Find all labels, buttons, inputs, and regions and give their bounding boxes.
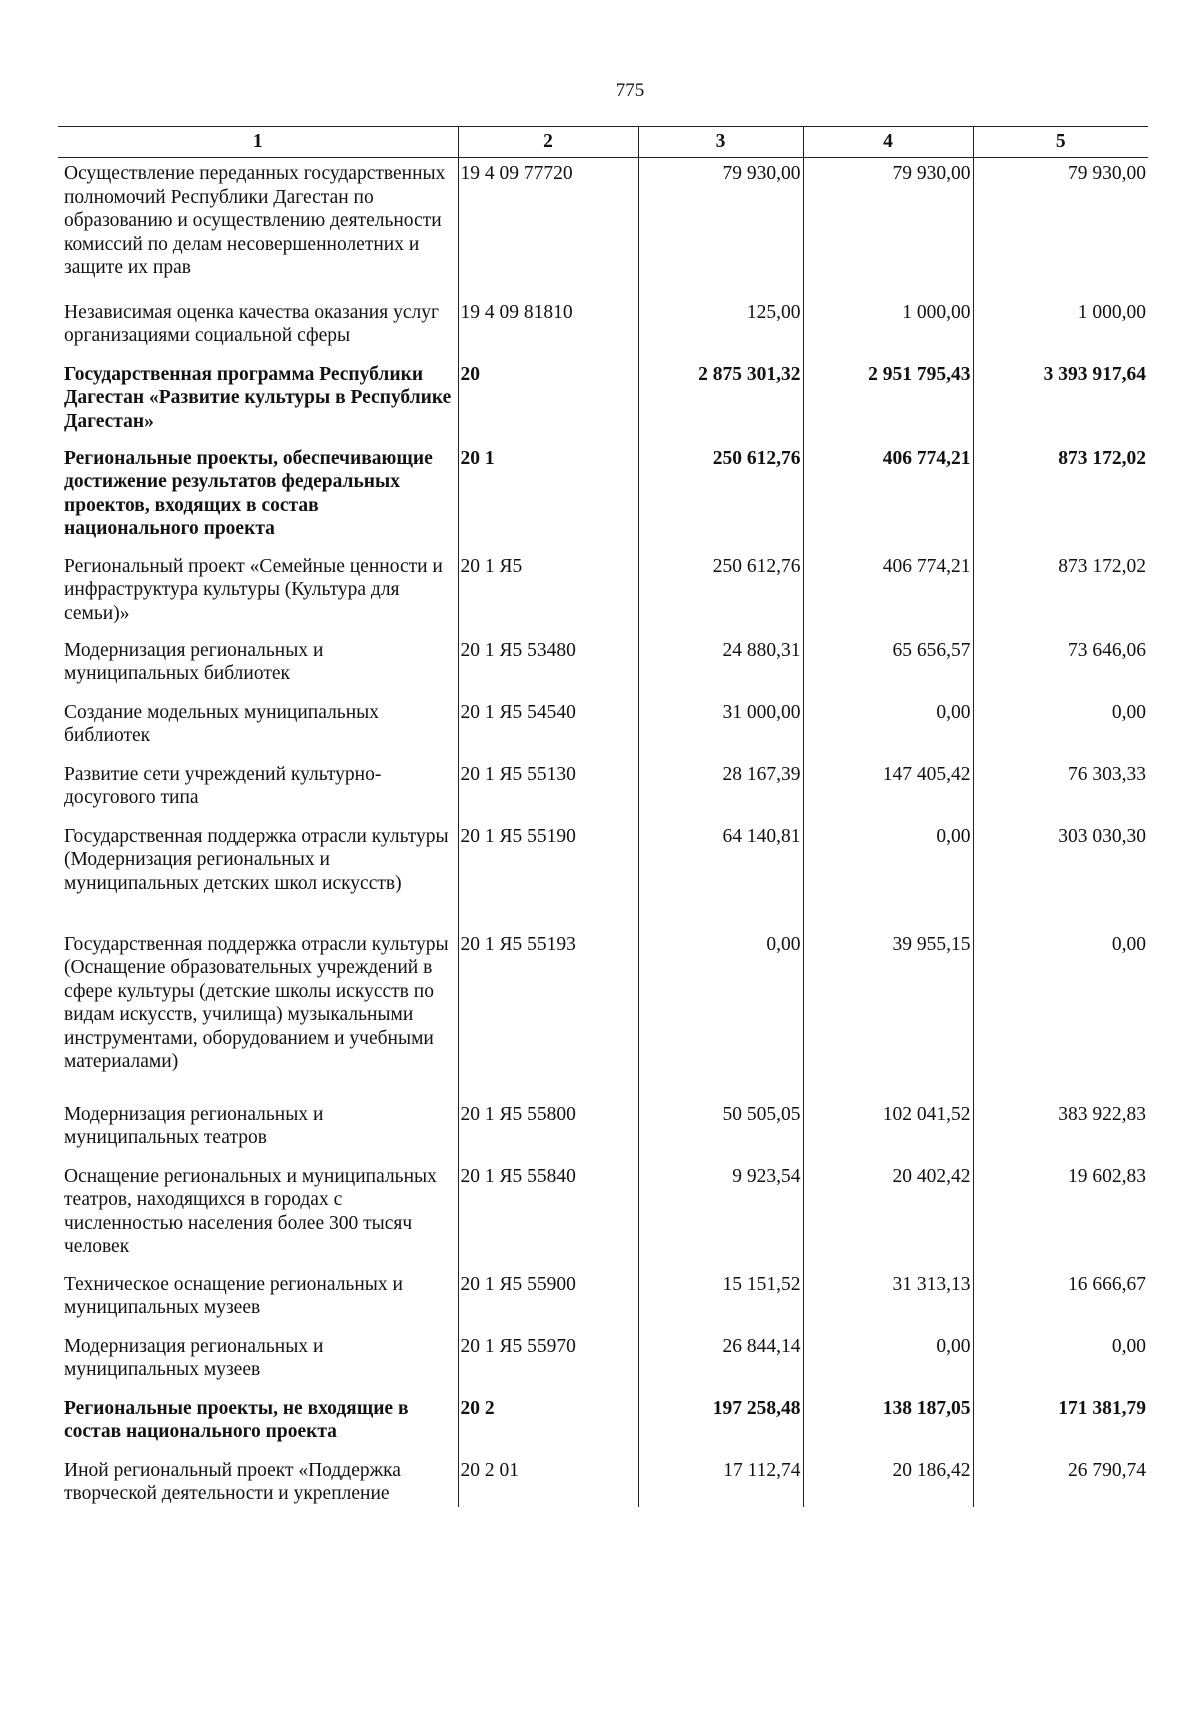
row-value-col3: 0,00 <box>638 925 803 1095</box>
row-name: Осуществление переданных государственных полномочий Республики Дагестан по образованию и осуществлению деятельности комиссий по делам несовершеннолетних и защите их прав <box>64 163 446 278</box>
table-row <box>58 547 1148 631</box>
row-code: 20 <box>458 355 638 439</box>
table-row <box>58 755 1148 817</box>
page-number: 775 <box>615 80 645 101</box>
row-name: Государственная поддержка отрасли культуры (Модернизация региональных и муниципальных детских школ искусств) <box>64 825 449 894</box>
table-row <box>58 1451 1148 1507</box>
row-value-col4: 102 041,52 <box>803 1095 973 1157</box>
row-value-col5: 0,00 <box>973 925 1148 1095</box>
row-code: 20 1 Я5 55900 <box>458 1265 638 1327</box>
table-row <box>58 439 1148 547</box>
row-code: 20 1 Я5 55800 <box>458 1095 638 1157</box>
row-name: Независимая оценка качества оказания услуг организациями социальной сферы <box>64 301 439 346</box>
row-value-col5: 16 666,67 <box>973 1265 1148 1327</box>
row-code: 20 2 01 <box>458 1451 638 1507</box>
row-value-col4: 79 930,00 <box>803 158 973 293</box>
row-code: 20 2 <box>458 1389 638 1451</box>
row-value-col3: 250 612,76 <box>638 547 803 631</box>
row-name: Иной региональный проект «Поддержка творческой деятельности и укрепление <box>64 1459 401 1504</box>
row-code: 20 1 Я5 53480 <box>458 631 638 693</box>
table-row <box>58 1389 1148 1451</box>
row-name: Государственная поддержка отрасли культуры (Оснащение образовательных учреждений в сфере культуры (детские школы искусств по видам искусств, училища) музыкальными инструментами, оборудованием и учебными материалами) <box>64 933 449 1072</box>
column-header-2: 2 <box>458 127 638 158</box>
row-name: Модернизация региональных и муниципальных библиотек <box>64 639 324 684</box>
row-name: Развитие сети учреждений культурно-досугового типа <box>64 763 382 808</box>
row-value-col4: 0,00 <box>803 1327 973 1389</box>
row-value-col5: 383 922,83 <box>973 1095 1148 1157</box>
row-value-col4: 31 313,13 <box>803 1265 973 1327</box>
row-value-col4: 1 000,00 <box>803 293 973 355</box>
row-value-col5: 303 030,30 <box>973 817 1148 925</box>
row-value-col5: 873 172,02 <box>973 547 1148 631</box>
table-row <box>58 293 1148 355</box>
row-name: Модернизация региональных и муниципальных театров <box>64 1103 324 1148</box>
row-value-col4: 65 656,57 <box>803 631 973 693</box>
row-value-col4: 406 774,21 <box>803 439 973 547</box>
row-value-col3: 15 151,52 <box>638 1265 803 1327</box>
row-value-col3: 2 875 301,32 <box>638 355 803 439</box>
row-name: Создание модельных муниципальных библиотек <box>64 701 379 746</box>
row-code: 20 1 Я5 55193 <box>458 925 638 1095</box>
row-value-col5: 0,00 <box>973 1327 1148 1389</box>
table-row <box>58 925 1148 1095</box>
budget-table-container <box>58 126 1148 1507</box>
row-value-col5: 171 381,79 <box>973 1389 1148 1451</box>
row-value-col3: 250 612,76 <box>638 439 803 547</box>
row-name: Государственная программа Республики Дагестан «Развитие культуры в Республике Дагестан» <box>64 363 452 432</box>
row-value-col4: 20 402,42 <box>803 1157 973 1265</box>
table-row <box>58 817 1148 925</box>
row-value-col3: 197 258,48 <box>638 1389 803 1451</box>
row-name: Оснащение региональных и муниципальных театров, находящихся в городах с численностью населения более 300 тысяч человек <box>64 1165 437 1257</box>
row-value-col5: 26 790,74 <box>973 1451 1148 1507</box>
row-name: Региональные проекты, не входящие в состав национального проекта <box>64 1397 409 1442</box>
row-value-col5: 19 602,83 <box>973 1157 1148 1265</box>
row-value-col5: 3 393 917,64 <box>973 355 1148 439</box>
row-value-col3: 79 930,00 <box>638 158 803 293</box>
row-value-col4: 406 774,21 <box>803 547 973 631</box>
table-row <box>58 1327 1148 1389</box>
row-name: Региональные проекты, обеспечивающие достижение результатов федеральных проектов, входящих в состав национального проекта <box>64 447 433 539</box>
row-name: Техническое оснащение региональных и муниципальных музеев <box>64 1273 403 1318</box>
row-code: 20 1 Я5 55130 <box>458 755 638 817</box>
table-body <box>58 158 1148 1507</box>
column-header-3: 3 <box>638 127 803 158</box>
row-name: Модернизация региональных и муниципальных музеев <box>64 1335 324 1380</box>
row-code: 20 1 Я5 55190 <box>458 817 638 925</box>
row-value-col3: 125,00 <box>638 293 803 355</box>
table-row <box>58 355 1148 439</box>
row-code: 20 1 Я5 55970 <box>458 1327 638 1389</box>
row-code: 20 1 Я5 54540 <box>458 693 638 755</box>
row-value-col3: 24 880,31 <box>638 631 803 693</box>
table-row <box>58 1095 1148 1157</box>
column-header-1: 1 <box>58 127 458 158</box>
row-value-col3: 64 140,81 <box>638 817 803 925</box>
row-value-col3: 9 923,54 <box>638 1157 803 1265</box>
row-value-col4: 20 186,42 <box>803 1451 973 1507</box>
row-value-col5: 873 172,02 <box>973 439 1148 547</box>
table-header-row <box>58 127 1148 158</box>
row-value-col5: 73 646,06 <box>973 631 1148 693</box>
row-value-col3: 26 844,14 <box>638 1327 803 1389</box>
row-value-col4: 2 951 795,43 <box>803 355 973 439</box>
row-value-col4: 39 955,15 <box>803 925 973 1095</box>
row-code: 19 4 09 77720 <box>458 158 638 293</box>
row-code: 20 1 Я5 55840 <box>458 1157 638 1265</box>
row-value-col5: 1 000,00 <box>973 293 1148 355</box>
row-code: 20 1 <box>458 439 638 547</box>
row-value-col5: 0,00 <box>973 693 1148 755</box>
table-row <box>58 1265 1148 1327</box>
column-header-5: 5 <box>973 127 1148 158</box>
row-value-col3: 17 112,74 <box>638 1451 803 1507</box>
table-row <box>58 693 1148 755</box>
row-value-col4: 138 187,05 <box>803 1389 973 1451</box>
row-name: Региональный проект «Семейные ценности и инфраструктура культуры (Культура для семьи)» <box>64 555 443 624</box>
row-value-col5: 79 930,00 <box>973 158 1148 293</box>
row-value-col3: 28 167,39 <box>638 755 803 817</box>
column-header-4: 4 <box>803 127 973 158</box>
row-value-col3: 50 505,05 <box>638 1095 803 1157</box>
table-row <box>58 631 1148 693</box>
budget-table <box>58 126 1148 1507</box>
table-row <box>58 158 1148 293</box>
row-value-col4: 147 405,42 <box>803 755 973 817</box>
table-row <box>58 1157 1148 1265</box>
row-code: 20 1 Я5 <box>458 547 638 631</box>
row-value-col3: 31 000,00 <box>638 693 803 755</box>
row-value-col5: 76 303,33 <box>973 755 1148 817</box>
row-code: 19 4 09 81810 <box>458 293 638 355</box>
row-value-col4: 0,00 <box>803 693 973 755</box>
row-value-col4: 0,00 <box>803 817 973 925</box>
